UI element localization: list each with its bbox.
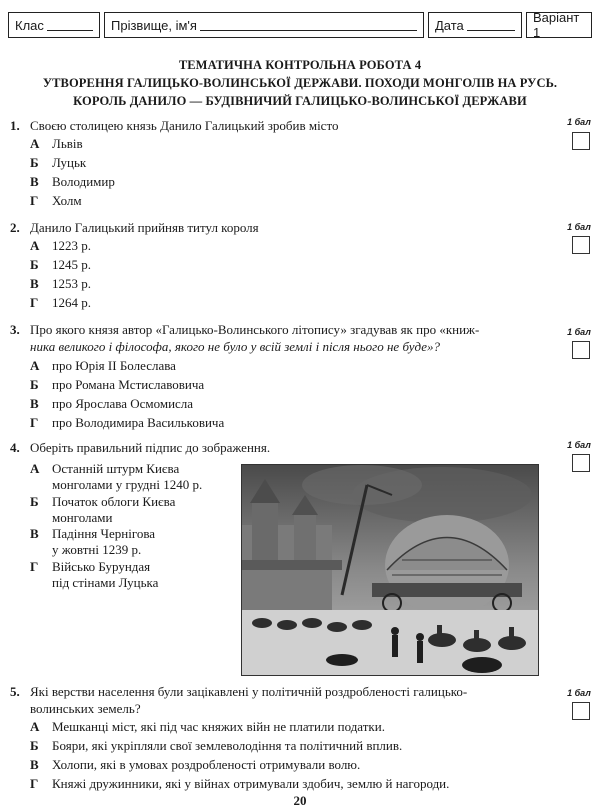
question-number: 3. (10, 322, 20, 337)
option-1c[interactable] (30, 174, 115, 190)
option-text: про Романа Мстиславовича (52, 377, 205, 392)
title-line-3: КОРОЛЬ ДАНИЛО — БУДІВНИЧИЙ ГАЛИЦЬКО-ВОЛИНСЬКОЇ ДЕРЖАВИ (73, 94, 527, 108)
option-letter: А (30, 238, 40, 253)
option-text: про Володимира Васильковича (52, 415, 225, 430)
question-text-line-1: Які верстви населення були зацікавлені у політичній роздробленості галицько- (30, 684, 468, 699)
option-text: Львів (52, 136, 83, 151)
option-text: Луцьк (52, 155, 87, 170)
variant-label: Варіант 1 (533, 10, 580, 40)
option-letter: А (30, 136, 40, 151)
question-number: 2. (10, 220, 20, 235)
option-2a[interactable] (30, 238, 91, 254)
option-4d[interactable] (30, 559, 158, 591)
option-text-line-2: монголами (52, 510, 113, 525)
option-text: 1264 р. (52, 295, 91, 310)
option-letter: Б (30, 155, 39, 170)
option-4b[interactable] (30, 494, 175, 526)
date-line (467, 19, 515, 31)
score-label-2: 1 бал (567, 222, 591, 232)
question-text: Данило Галицький прийняв титул короля (30, 220, 259, 235)
name-field[interactable] (104, 12, 424, 38)
option-letter: В (30, 396, 39, 411)
option-letter: В (30, 526, 39, 541)
page-number: 20 (293, 793, 307, 808)
option-text-line-1: Падіння Чернігова (52, 526, 156, 541)
option-3a[interactable] (30, 358, 176, 374)
option-letter: Г (30, 776, 39, 791)
option-letter: Г (30, 295, 39, 310)
historical-illustration (241, 464, 539, 676)
option-3b[interactable] (30, 377, 204, 393)
score-label-5: 1 бал (567, 688, 591, 698)
answer-box-3[interactable] (572, 341, 590, 359)
score-label-4: 1 бал (567, 440, 591, 450)
option-text: Бояри, які укріпляли свої землеволодіння та політичний вплив. (52, 738, 403, 753)
variant-box (526, 12, 592, 38)
option-5b[interactable] (30, 738, 402, 754)
option-5a[interactable] (30, 719, 385, 735)
option-letter: А (30, 719, 40, 734)
option-text: Холопи, які в умовах роздробленості отримували волю. (52, 757, 361, 772)
answer-box-1[interactable] (572, 132, 590, 150)
option-letter: Г (30, 415, 39, 430)
option-3c[interactable] (30, 396, 193, 412)
option-text: про Юрія II Болеслава (52, 358, 176, 373)
option-text-line-1: Військо Бурундая (52, 559, 151, 574)
option-text: про Ярослава Осмомисла (52, 396, 194, 411)
option-text: Мешканці міст, які під час княжих війн не платили податки. (52, 719, 385, 734)
option-5c[interactable] (30, 757, 360, 773)
answer-box-4[interactable] (572, 454, 590, 472)
class-label: Клас (15, 17, 44, 33)
question-text: Оберіть правильний підпис до зображення. (30, 440, 271, 455)
date-field[interactable] (428, 12, 522, 38)
option-letter: Г (30, 559, 39, 574)
option-2b[interactable] (30, 257, 91, 273)
option-letter: Б (30, 377, 39, 392)
name-line (200, 19, 417, 31)
option-text: 1245 р. (52, 257, 91, 272)
option-letter: В (30, 276, 39, 291)
option-text-line-1: Останній штурм Києва (52, 461, 180, 476)
question-text: Своєю столицею князь Данило Галицький зробив місто (30, 118, 339, 133)
option-text-line-1: Початок облоги Києва (52, 494, 176, 509)
question-text-line-2: ника великого і філософа, якого не було у всій землі і після нього не буде»? (30, 339, 441, 354)
option-1a[interactable] (30, 136, 83, 152)
option-text: Холм (52, 193, 82, 208)
score-label-3: 1 бал (567, 327, 591, 337)
option-2c[interactable] (30, 276, 91, 292)
option-text: 1223 р. (52, 238, 91, 253)
option-text-line-2: монголами у грудні 1240 р. (52, 477, 203, 492)
option-3d[interactable] (30, 415, 224, 431)
option-1d[interactable] (30, 193, 82, 209)
question-number: 5. (10, 684, 20, 699)
option-4c[interactable] (30, 526, 155, 558)
question-text-line-2: волинських земель? (30, 701, 141, 716)
option-text: 1253 р. (52, 276, 91, 291)
question-text-line-1: Про якого князя автор «Галицько-Волинського літопису» згадував як про «книж- (30, 322, 480, 337)
option-letter: А (30, 461, 40, 476)
option-1b[interactable] (30, 155, 86, 171)
option-letter: В (30, 757, 39, 772)
option-text: Княжі дружинники, які у війнах отримували здобич, землю й нагороди. (52, 776, 450, 791)
option-letter: В (30, 174, 39, 189)
option-text: Володимир (52, 174, 115, 189)
name-label: Прізвище, ім'я (111, 17, 197, 33)
title-line-2: УТВОРЕННЯ ГАЛИЦЬКО-ВОЛИНСЬКОЇ ДЕРЖАВИ. ПОХОДИ МОНГОЛІВ НА РУСЬ. (42, 76, 558, 90)
date-label: Дата (435, 17, 464, 33)
option-letter: Б (30, 257, 39, 272)
class-field[interactable] (8, 12, 100, 38)
option-4a[interactable] (30, 461, 202, 493)
answer-box-5[interactable] (572, 702, 590, 720)
title-line-1: ТЕМАТИЧНА КОНТРОЛЬНА РОБОТА 4 (178, 58, 422, 72)
option-letter: Б (30, 494, 39, 509)
option-2d[interactable] (30, 295, 91, 311)
score-label-1: 1 бал (567, 117, 591, 127)
question-number: 4. (10, 440, 20, 455)
student-header (8, 12, 592, 38)
option-letter: А (30, 358, 40, 373)
option-text-line-2: під стінами Луцька (52, 575, 159, 590)
answer-box-2[interactable] (572, 236, 590, 254)
class-line (47, 19, 93, 31)
option-letter: Б (30, 738, 39, 753)
option-letter: Г (30, 193, 39, 208)
question-number: 1. (10, 118, 20, 133)
siege-scene-drawing (242, 465, 539, 676)
option-text-line-2: у жовтні 1239 р. (52, 542, 142, 557)
option-5d[interactable] (30, 776, 449, 792)
